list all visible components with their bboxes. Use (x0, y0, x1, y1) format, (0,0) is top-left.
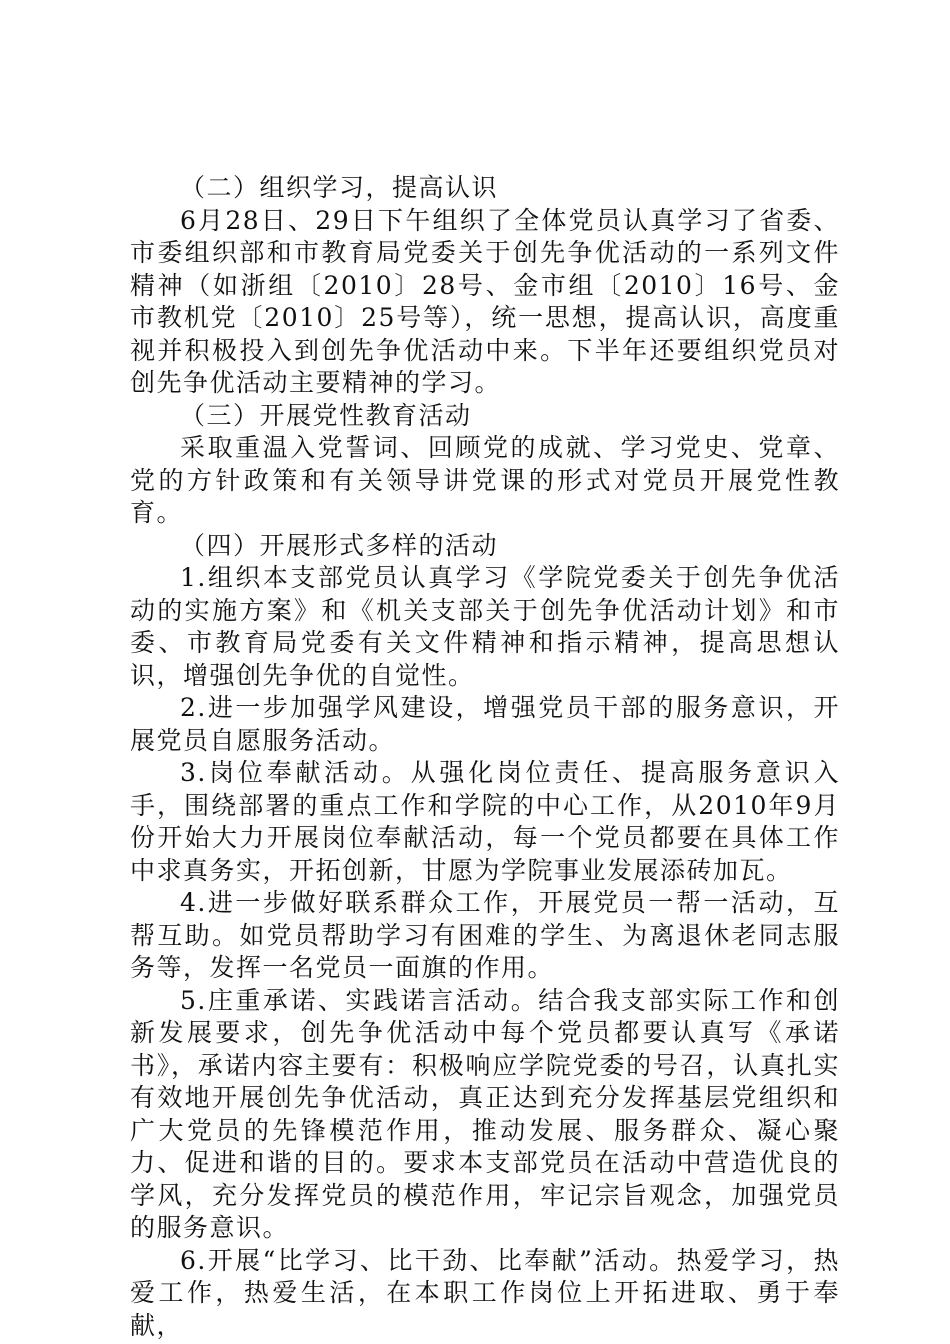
paragraph-item-3: 3.岗位奉献活动。从强化岗位责任、提高服务意识入手，围绕部署的重点工作和学院的中心工作，从2010年9月份开始大力开展岗位奉献活动，每一个党员都要在具体工作中求真务实，开拓创新，甘愿为学院事业发展添砖加瓦。 (130, 758, 840, 885)
paragraph-item-4: 4.进一步做好联系群众工作，开展党员一帮一活动，互帮互助。如党员帮助学习有困难的学生、为离退休老同志服务等，发挥一名党员一面旗的作用。 (130, 888, 840, 982)
section-heading-4: （四）开展形式多样的活动 (180, 530, 499, 560)
section-heading-3: （三）开展党性教育活动 (180, 400, 472, 430)
paragraph-party-education: 采取重温入党誓词、回顾党的成就、学习党史、党章、党的方针政策和有关领导讲党课的形式对党员开展党性教育。 (130, 433, 840, 527)
paragraph-item-5: 5.庄重承诺、实践诺言活动。结合我支部实际工作和创新发展要求，创先争优活动中每个党员都要认真写《承诺书》，承诺内容主要有：积极响应学院党委的号召，认真扎实有效地开展创先争优活动，真正达到充分发挥基层党组织和广大党员的先锋模范作用，推动发展、服务群众、凝心聚力、促进和谐的目的。要求本支部党员在活动中营造优良的学风，充分发挥党员的模范作用，牢记宗旨观念，加强党员的服务意识。 (130, 985, 840, 1242)
paragraph-item-6: 6.开展“比学习、比干劲、比奉献”活动。热爱学习，热爱工作，热爱生活，在本职工作岗位上开拓进取、勇于奉献， (130, 1245, 840, 1340)
paragraph-item-2: 2.进一步加强学风建设，增强党员干部的服务意识，开展党员自愿服务活动。 (130, 693, 840, 755)
paragraph-item-1: 1.组织本支部党员认真学习《学院党委关于创先争优活动的实施方案》和《机关支部关于创先争优活动计划》和市委、市教育局党委有关文件精神和指示精神，提高思想认识，增强创先争优的自觉性。 (130, 563, 840, 690)
section-heading-2: （二）组织学习，提高认识 (180, 173, 499, 202)
paragraph-study: 6月28日、29日下午组织了全体党员认真学习了省委、市委组织部和市教育局党委关于创先争优活动的一系列文件精神（如浙组〔2010〕28号、金市组〔2010〕16号、金市教机党〔2010〕25号等），统一思想，提高认识，高度重视并积极投入到创先争优活动中来。下半年还要组织党员对创先争优活动主要精神的学习。 (130, 205, 840, 397)
document-body (130, 172, 840, 1342)
